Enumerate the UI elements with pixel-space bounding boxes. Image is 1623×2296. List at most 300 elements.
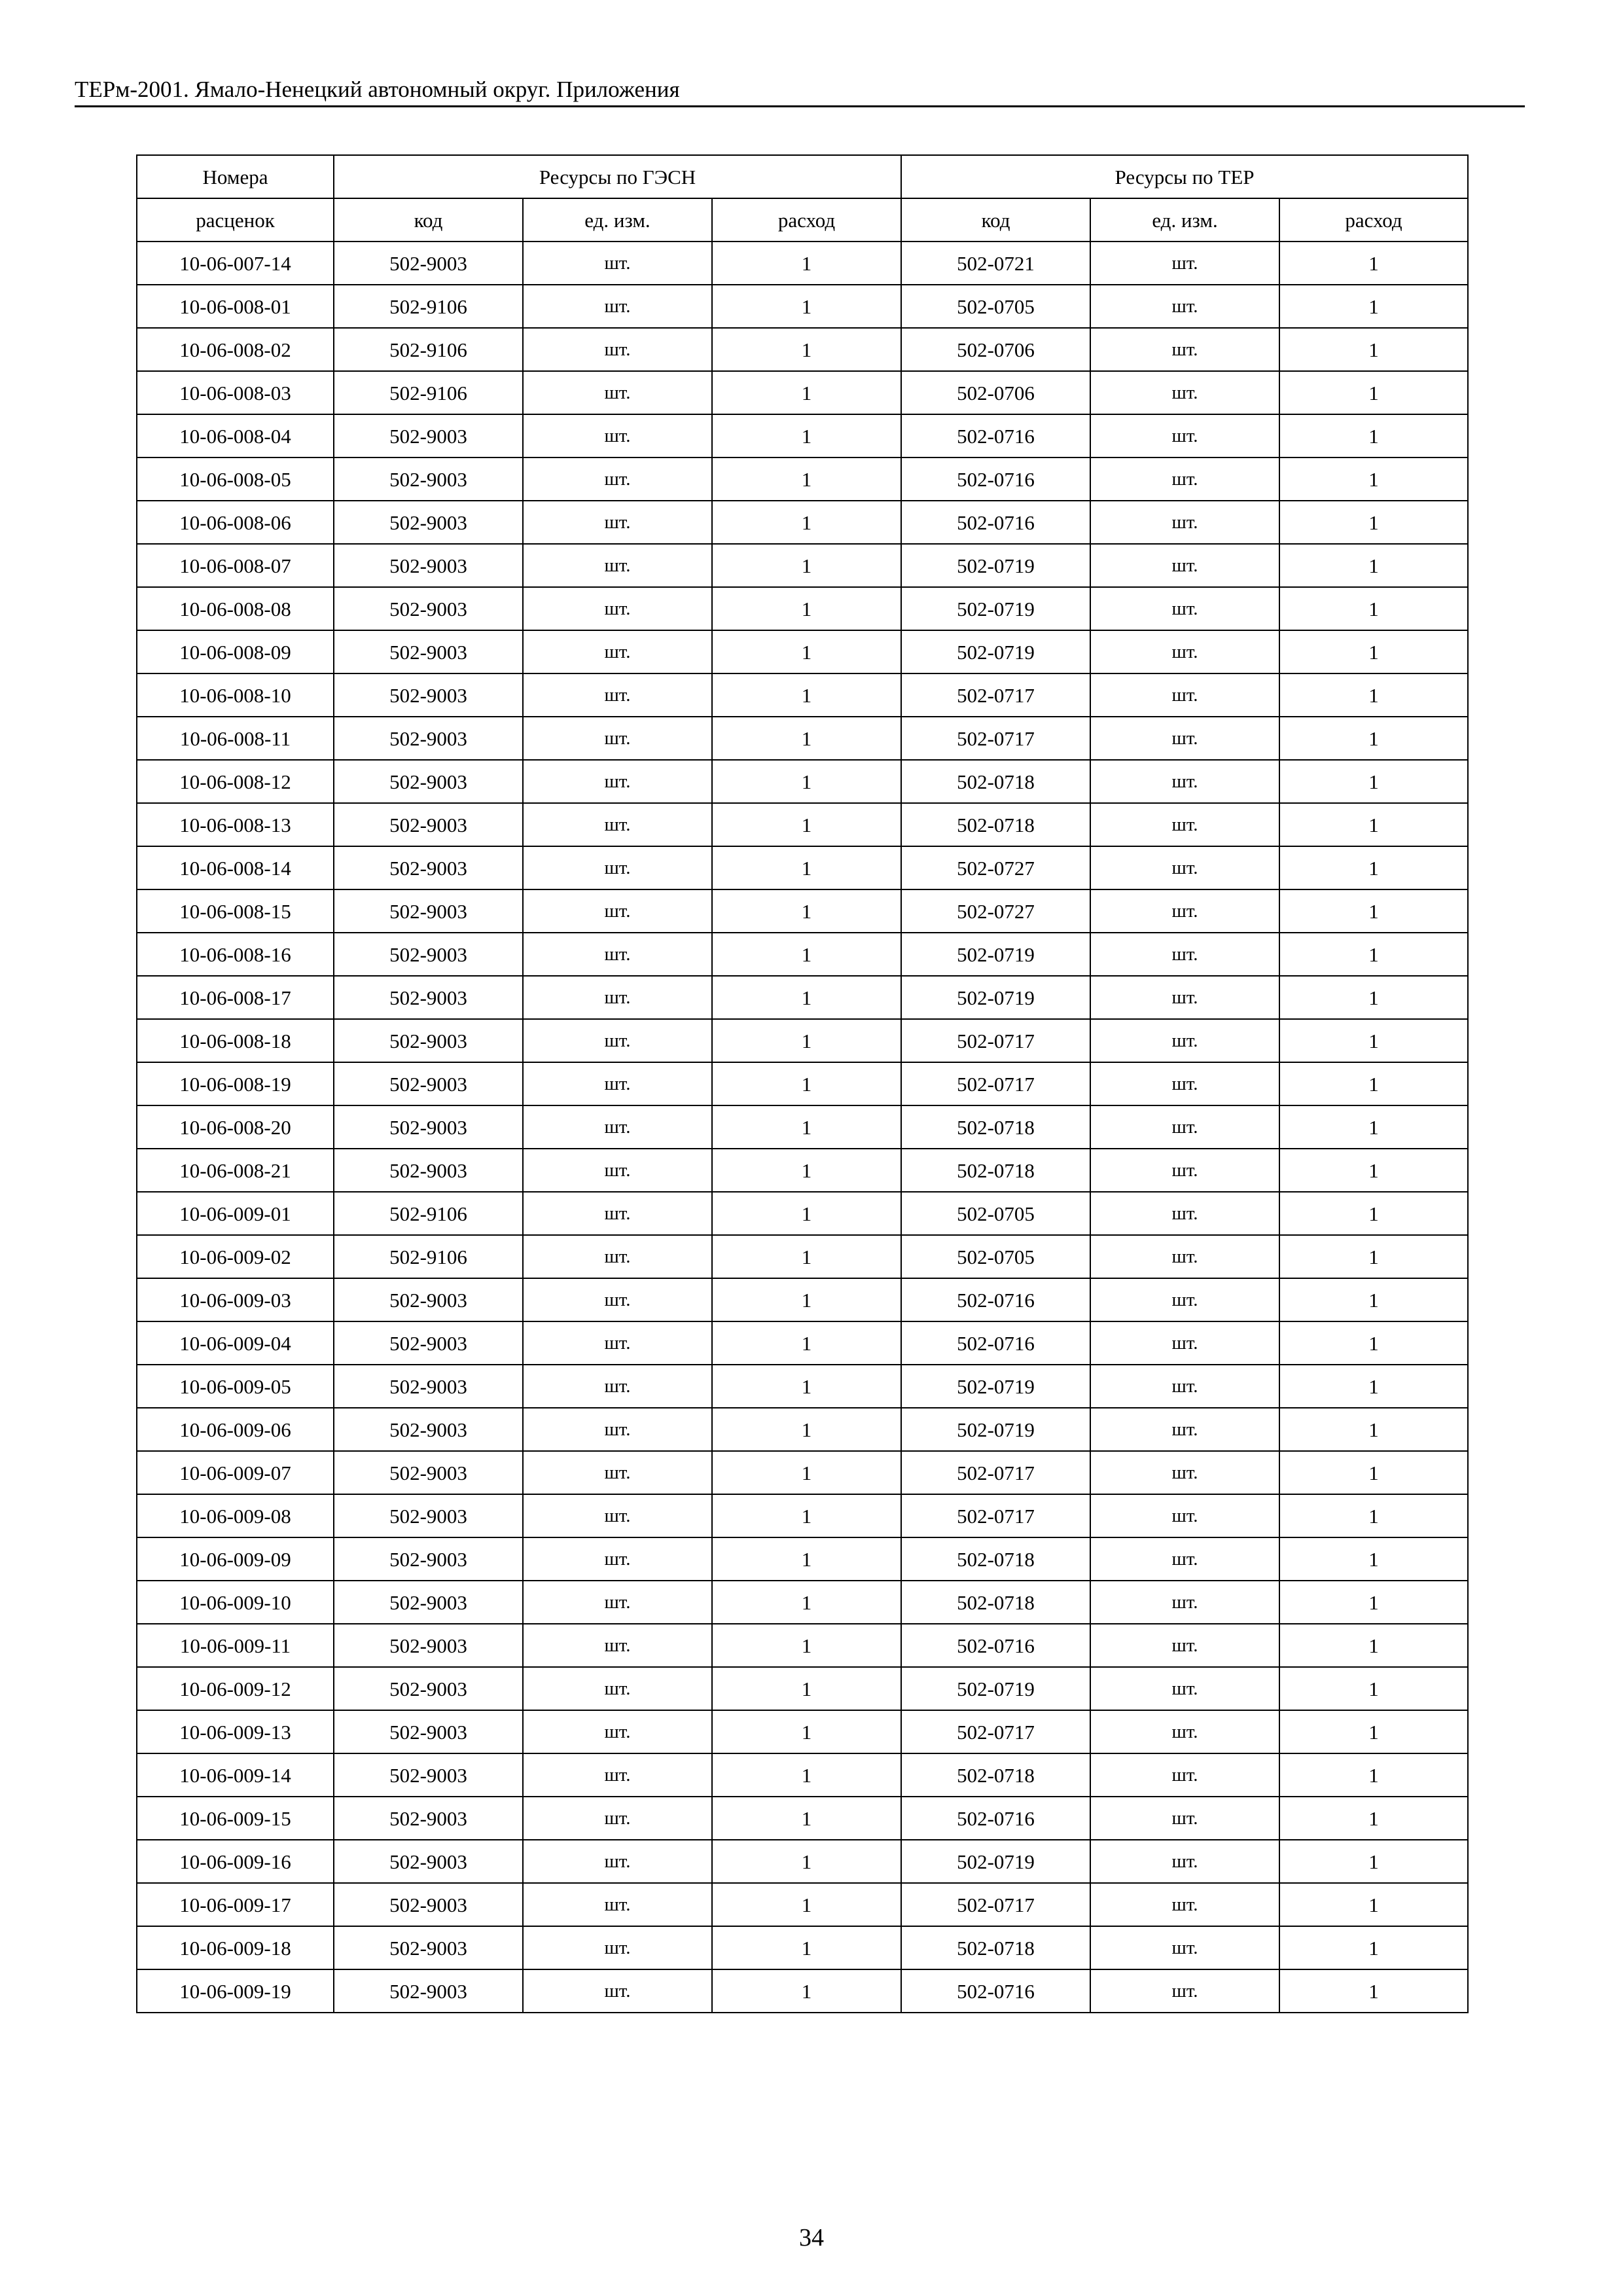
rate-number-cell: 10-06-009-05	[137, 1365, 334, 1408]
gesn-usage-cell: 1	[712, 803, 901, 846]
ter-usage-cell: 1	[1279, 933, 1468, 976]
gesn-code-cell: 502-9003	[334, 846, 523, 889]
rate-number-cell: 10-06-008-19	[137, 1062, 334, 1105]
ter-usage-cell: 1	[1279, 1321, 1468, 1365]
ter-usage-cell: 1	[1279, 1883, 1468, 1926]
ter-usage-cell: 1	[1279, 1840, 1468, 1883]
ter-code-cell: 502-0716	[901, 457, 1090, 501]
table-row	[137, 976, 1468, 1019]
rate-number-cell: 10-06-009-15	[137, 1797, 334, 1840]
rate-number-cell: 10-06-008-12	[137, 760, 334, 803]
ter-unit-cell: шт.	[1090, 1321, 1279, 1365]
gesn-usage-cell: 1	[712, 1537, 901, 1581]
gesn-code-cell: 502-9106	[334, 1235, 523, 1278]
ter-unit-cell: шт.	[1090, 1365, 1279, 1408]
gesn-usage-cell: 1	[712, 1710, 901, 1753]
table-row	[137, 717, 1468, 760]
gesn-code-cell: 502-9106	[334, 285, 523, 328]
gesn-usage-cell: 1	[712, 673, 901, 717]
gesn-code-cell: 502-9003	[334, 457, 523, 501]
ter-unit-cell: шт.	[1090, 630, 1279, 673]
header-ter-usage: расход	[1279, 198, 1468, 242]
ter-unit-cell: шт.	[1090, 889, 1279, 933]
rate-number-cell: 10-06-009-19	[137, 1969, 334, 2013]
gesn-unit-cell: шт.	[523, 1969, 712, 2013]
ter-unit-cell: шт.	[1090, 414, 1279, 457]
gesn-usage-cell: 1	[712, 1624, 901, 1667]
table-row	[137, 1278, 1468, 1321]
ter-code-cell: 502-0716	[901, 414, 1090, 457]
ter-usage-cell: 1	[1279, 1926, 1468, 1969]
rate-number-cell: 10-06-008-20	[137, 1105, 334, 1149]
rate-number-cell: 10-06-008-01	[137, 285, 334, 328]
gesn-usage-cell: 1	[712, 1451, 901, 1494]
gesn-code-cell: 502-9003	[334, 1926, 523, 1969]
gesn-code-cell: 502-9003	[334, 976, 523, 1019]
ter-usage-cell: 1	[1279, 1624, 1468, 1667]
ter-unit-cell: шт.	[1090, 1624, 1279, 1667]
ter-code-cell: 502-0718	[901, 803, 1090, 846]
ter-unit-cell: шт.	[1090, 1969, 1279, 2013]
ter-unit-cell: шт.	[1090, 501, 1279, 544]
gesn-usage-cell: 1	[712, 1408, 901, 1451]
gesn-unit-cell: шт.	[523, 328, 712, 371]
ter-unit-cell: шт.	[1090, 1408, 1279, 1451]
gesn-code-cell: 502-9003	[334, 1365, 523, 1408]
ter-unit-cell: шт.	[1090, 1235, 1279, 1278]
ter-unit-cell: шт.	[1090, 1019, 1279, 1062]
gesn-unit-cell: шт.	[523, 1494, 712, 1537]
gesn-usage-cell: 1	[712, 1494, 901, 1537]
gesn-code-cell: 502-9003	[334, 1019, 523, 1062]
rate-number-cell: 10-06-009-16	[137, 1840, 334, 1883]
gesn-code-cell: 502-9003	[334, 1451, 523, 1494]
ter-usage-cell: 1	[1279, 1753, 1468, 1797]
ter-usage-cell: 1	[1279, 1710, 1468, 1753]
gesn-usage-cell: 1	[712, 328, 901, 371]
ter-code-cell: 502-0716	[901, 1321, 1090, 1365]
ter-unit-cell: шт.	[1090, 1926, 1279, 1969]
gesn-usage-cell: 1	[712, 1969, 901, 2013]
table-row	[137, 673, 1468, 717]
ter-code-cell: 502-0717	[901, 1710, 1090, 1753]
gesn-unit-cell: шт.	[523, 1451, 712, 1494]
gesn-usage-cell: 1	[712, 1321, 901, 1365]
ter-usage-cell: 1	[1279, 544, 1468, 587]
rate-number-cell: 10-06-009-12	[137, 1667, 334, 1710]
table-header	[137, 155, 1468, 242]
ter-code-cell: 502-0717	[901, 673, 1090, 717]
ter-unit-cell: шт.	[1090, 1710, 1279, 1753]
ter-usage-cell: 1	[1279, 1278, 1468, 1321]
ter-code-cell: 502-0705	[901, 1235, 1090, 1278]
gesn-code-cell: 502-9003	[334, 242, 523, 285]
gesn-usage-cell: 1	[712, 1797, 901, 1840]
rate-number-cell: 10-06-008-09	[137, 630, 334, 673]
gesn-code-cell: 502-9003	[334, 1494, 523, 1537]
table-row	[137, 285, 1468, 328]
table-row	[137, 1667, 1468, 1710]
gesn-unit-cell: шт.	[523, 1624, 712, 1667]
ter-code-cell: 502-0718	[901, 1581, 1090, 1624]
ter-code-cell: 502-0717	[901, 1451, 1090, 1494]
table-row	[137, 1235, 1468, 1278]
gesn-unit-cell: шт.	[523, 933, 712, 976]
table-body	[137, 242, 1468, 2013]
gesn-usage-cell: 1	[712, 1235, 901, 1278]
table-row	[137, 760, 1468, 803]
header-gesn-unit: ед. изм.	[523, 198, 712, 242]
gesn-unit-cell: шт.	[523, 1192, 712, 1235]
table-row	[137, 1365, 1468, 1408]
rate-number-cell: 10-06-008-08	[137, 587, 334, 630]
table-row	[137, 587, 1468, 630]
ter-code-cell: 502-0721	[901, 242, 1090, 285]
ter-unit-cell: шт.	[1090, 457, 1279, 501]
gesn-unit-cell: шт.	[523, 1278, 712, 1321]
header-ter-resources: Ресурсы по ТЕР	[901, 155, 1468, 198]
gesn-usage-cell: 1	[712, 933, 901, 976]
ter-usage-cell: 1	[1279, 1149, 1468, 1192]
gesn-code-cell: 502-9003	[334, 933, 523, 976]
rate-number-cell: 10-06-009-04	[137, 1321, 334, 1365]
gesn-unit-cell: шт.	[523, 1581, 712, 1624]
gesn-usage-cell: 1	[712, 976, 901, 1019]
ter-usage-cell: 1	[1279, 501, 1468, 544]
gesn-code-cell: 502-9003	[334, 673, 523, 717]
rate-number-cell: 10-06-009-10	[137, 1581, 334, 1624]
gesn-usage-cell: 1	[712, 1883, 901, 1926]
ter-usage-cell: 1	[1279, 846, 1468, 889]
ter-usage-cell: 1	[1279, 457, 1468, 501]
gesn-usage-cell: 1	[712, 1581, 901, 1624]
rate-number-cell: 10-06-008-16	[137, 933, 334, 976]
ter-code-cell: 502-0719	[901, 1365, 1090, 1408]
gesn-code-cell: 502-9003	[334, 1840, 523, 1883]
gesn-unit-cell: шт.	[523, 1710, 712, 1753]
gesn-code-cell: 502-9003	[334, 1753, 523, 1797]
gesn-usage-cell: 1	[712, 1019, 901, 1062]
rate-number-cell: 10-06-009-01	[137, 1192, 334, 1235]
gesn-code-cell: 502-9003	[334, 1883, 523, 1926]
gesn-unit-cell: шт.	[523, 889, 712, 933]
gesn-usage-cell: 1	[712, 242, 901, 285]
ter-usage-cell: 1	[1279, 630, 1468, 673]
gesn-code-cell: 502-9003	[334, 501, 523, 544]
table-row	[137, 242, 1468, 285]
table-row	[137, 1753, 1468, 1797]
table-row	[137, 1840, 1468, 1883]
rate-number-cell: 10-06-009-03	[137, 1278, 334, 1321]
gesn-unit-cell: шт.	[523, 1797, 712, 1840]
ter-code-cell: 502-0718	[901, 1753, 1090, 1797]
ter-unit-cell: шт.	[1090, 1537, 1279, 1581]
ter-unit-cell: шт.	[1090, 803, 1279, 846]
table-row	[137, 1062, 1468, 1105]
table-row	[137, 1149, 1468, 1192]
gesn-unit-cell: шт.	[523, 1365, 712, 1408]
ter-usage-cell: 1	[1279, 587, 1468, 630]
ter-code-cell: 502-0718	[901, 1105, 1090, 1149]
table-row	[137, 889, 1468, 933]
ter-code-cell: 502-0705	[901, 1192, 1090, 1235]
header-gesn-resources: Ресурсы по ГЭСН	[334, 155, 901, 198]
rate-number-cell: 10-06-009-18	[137, 1926, 334, 1969]
rate-number-cell: 10-06-008-18	[137, 1019, 334, 1062]
ter-usage-cell: 1	[1279, 673, 1468, 717]
gesn-usage-cell: 1	[712, 1926, 901, 1969]
gesn-unit-cell: шт.	[523, 1105, 712, 1149]
rate-number-cell: 10-06-007-14	[137, 242, 334, 285]
header-ter-unit: ед. изм.	[1090, 198, 1279, 242]
gesn-usage-cell: 1	[712, 1365, 901, 1408]
gesn-code-cell: 502-9106	[334, 371, 523, 414]
ter-code-cell: 502-0719	[901, 933, 1090, 976]
ter-unit-cell: шт.	[1090, 1494, 1279, 1537]
gesn-code-cell: 502-9003	[334, 1797, 523, 1840]
gesn-code-cell: 502-9003	[334, 1969, 523, 2013]
table-row	[137, 846, 1468, 889]
ter-usage-cell: 1	[1279, 1581, 1468, 1624]
gesn-code-cell: 502-9003	[334, 1667, 523, 1710]
ter-unit-cell: шт.	[1090, 544, 1279, 587]
table-row	[137, 1710, 1468, 1753]
gesn-unit-cell: шт.	[523, 1537, 712, 1581]
gesn-code-cell: 502-9003	[334, 889, 523, 933]
ter-usage-cell: 1	[1279, 1494, 1468, 1537]
ter-code-cell: 502-0727	[901, 846, 1090, 889]
gesn-usage-cell: 1	[712, 1192, 901, 1235]
table-row	[137, 1408, 1468, 1451]
table-row	[137, 1797, 1468, 1840]
resources-table	[136, 154, 1469, 2013]
gesn-unit-cell: шт.	[523, 1408, 712, 1451]
ter-code-cell: 502-0719	[901, 1840, 1090, 1883]
ter-usage-cell: 1	[1279, 976, 1468, 1019]
ter-code-cell: 502-0719	[901, 1408, 1090, 1451]
gesn-unit-cell: шт.	[523, 760, 712, 803]
table-row	[137, 630, 1468, 673]
gesn-unit-cell: шт.	[523, 1926, 712, 1969]
page-header	[75, 73, 1525, 107]
ter-unit-cell: шт.	[1090, 846, 1279, 889]
ter-unit-cell: шт.	[1090, 1062, 1279, 1105]
rate-number-cell: 10-06-008-14	[137, 846, 334, 889]
ter-unit-cell: шт.	[1090, 1278, 1279, 1321]
ter-code-cell: 502-0716	[901, 501, 1090, 544]
ter-unit-cell: шт.	[1090, 1667, 1279, 1710]
gesn-unit-cell: шт.	[523, 1883, 712, 1926]
ter-usage-cell: 1	[1279, 1667, 1468, 1710]
table-row	[137, 414, 1468, 457]
gesn-code-cell: 502-9003	[334, 587, 523, 630]
gesn-code-cell: 502-9106	[334, 328, 523, 371]
rate-number-cell: 10-06-008-03	[137, 371, 334, 414]
gesn-usage-cell: 1	[712, 1840, 901, 1883]
ter-usage-cell: 1	[1279, 1537, 1468, 1581]
ter-code-cell: 502-0719	[901, 630, 1090, 673]
gesn-unit-cell: шт.	[523, 1062, 712, 1105]
ter-usage-cell: 1	[1279, 285, 1468, 328]
ter-code-cell: 502-0716	[901, 1969, 1090, 2013]
ter-code-cell: 502-0719	[901, 587, 1090, 630]
ter-code-cell: 502-0717	[901, 1494, 1090, 1537]
gesn-code-cell: 502-9106	[334, 1192, 523, 1235]
gesn-usage-cell: 1	[712, 630, 901, 673]
ter-code-cell: 502-0717	[901, 1062, 1090, 1105]
table-row	[137, 1883, 1468, 1926]
gesn-code-cell: 502-9003	[334, 1624, 523, 1667]
ter-code-cell: 502-0717	[901, 1883, 1090, 1926]
gesn-usage-cell: 1	[712, 285, 901, 328]
ter-usage-cell: 1	[1279, 717, 1468, 760]
ter-unit-cell: шт.	[1090, 673, 1279, 717]
gesn-usage-cell: 1	[712, 1149, 901, 1192]
rate-number-cell: 10-06-008-05	[137, 457, 334, 501]
gesn-usage-cell: 1	[712, 414, 901, 457]
gesn-code-cell: 502-9003	[334, 1062, 523, 1105]
ter-usage-cell: 1	[1279, 1235, 1468, 1278]
gesn-code-cell: 502-9003	[334, 717, 523, 760]
ter-code-cell: 502-0718	[901, 1537, 1090, 1581]
header-rates-top: Номера	[137, 155, 334, 198]
rate-number-cell: 10-06-009-06	[137, 1408, 334, 1451]
ter-unit-cell: шт.	[1090, 587, 1279, 630]
ter-unit-cell: шт.	[1090, 976, 1279, 1019]
gesn-usage-cell: 1	[712, 371, 901, 414]
gesn-usage-cell: 1	[712, 1105, 901, 1149]
rate-number-cell: 10-06-008-02	[137, 328, 334, 371]
rate-number-cell: 10-06-009-09	[137, 1537, 334, 1581]
ter-unit-cell: шт.	[1090, 1451, 1279, 1494]
gesn-unit-cell: шт.	[523, 717, 712, 760]
ter-code-cell: 502-0717	[901, 1019, 1090, 1062]
ter-unit-cell: шт.	[1090, 1581, 1279, 1624]
header-rates-bottom: расценок	[137, 198, 334, 242]
ter-unit-cell: шт.	[1090, 760, 1279, 803]
gesn-usage-cell: 1	[712, 1753, 901, 1797]
table-row	[137, 803, 1468, 846]
ter-usage-cell: 1	[1279, 1365, 1468, 1408]
ter-unit-cell: шт.	[1090, 1105, 1279, 1149]
rate-number-cell: 10-06-009-08	[137, 1494, 334, 1537]
ter-usage-cell: 1	[1279, 803, 1468, 846]
ter-code-cell: 502-0718	[901, 1926, 1090, 1969]
gesn-usage-cell: 1	[712, 1667, 901, 1710]
rate-number-cell: 10-06-008-07	[137, 544, 334, 587]
rate-number-cell: 10-06-009-14	[137, 1753, 334, 1797]
header-ter-code: код	[901, 198, 1090, 242]
gesn-code-cell: 502-9003	[334, 630, 523, 673]
ter-usage-cell: 1	[1279, 1969, 1468, 2013]
gesn-unit-cell: шт.	[523, 976, 712, 1019]
rate-number-cell: 10-06-009-07	[137, 1451, 334, 1494]
gesn-unit-cell: шт.	[523, 1753, 712, 1797]
gesn-unit-cell: шт.	[523, 803, 712, 846]
ter-usage-cell: 1	[1279, 1019, 1468, 1062]
gesn-code-cell: 502-9003	[334, 803, 523, 846]
gesn-code-cell: 502-9003	[334, 1149, 523, 1192]
gesn-unit-cell: шт.	[523, 630, 712, 673]
gesn-usage-cell: 1	[712, 1278, 901, 1321]
rate-number-cell: 10-06-008-17	[137, 976, 334, 1019]
gesn-unit-cell: шт.	[523, 1840, 712, 1883]
table-row	[137, 1926, 1468, 1969]
gesn-usage-cell: 1	[712, 717, 901, 760]
ter-unit-cell: шт.	[1090, 1797, 1279, 1840]
ter-unit-cell: шт.	[1090, 1753, 1279, 1797]
gesn-usage-cell: 1	[712, 501, 901, 544]
rate-number-cell: 10-06-008-10	[137, 673, 334, 717]
gesn-usage-cell: 1	[712, 1062, 901, 1105]
gesn-unit-cell: шт.	[523, 673, 712, 717]
table-row	[137, 1019, 1468, 1062]
ter-unit-cell: шт.	[1090, 1149, 1279, 1192]
ter-code-cell: 502-0727	[901, 889, 1090, 933]
table-row	[137, 457, 1468, 501]
table-row	[137, 1192, 1468, 1235]
table-row	[137, 544, 1468, 587]
gesn-unit-cell: шт.	[523, 587, 712, 630]
ter-unit-cell: шт.	[1090, 1840, 1279, 1883]
ter-unit-cell: шт.	[1090, 328, 1279, 371]
rate-number-cell: 10-06-008-11	[137, 717, 334, 760]
ter-code-cell: 502-0705	[901, 285, 1090, 328]
rate-number-cell: 10-06-009-17	[137, 1883, 334, 1926]
table-row	[137, 1537, 1468, 1581]
ter-code-cell: 502-0706	[901, 328, 1090, 371]
gesn-code-cell: 502-9003	[334, 1105, 523, 1149]
gesn-code-cell: 502-9003	[334, 544, 523, 587]
ter-usage-cell: 1	[1279, 760, 1468, 803]
table-row	[137, 1451, 1468, 1494]
ter-code-cell: 502-0716	[901, 1278, 1090, 1321]
rate-number-cell: 10-06-008-15	[137, 889, 334, 933]
gesn-unit-cell: шт.	[523, 846, 712, 889]
gesn-unit-cell: шт.	[523, 1149, 712, 1192]
ter-code-cell: 502-0716	[901, 1797, 1090, 1840]
rate-number-cell: 10-06-008-21	[137, 1149, 334, 1192]
gesn-unit-cell: шт.	[523, 242, 712, 285]
ter-code-cell: 502-0718	[901, 760, 1090, 803]
ter-usage-cell: 1	[1279, 1408, 1468, 1451]
ter-code-cell: 502-0706	[901, 371, 1090, 414]
gesn-code-cell: 502-9003	[334, 760, 523, 803]
ter-unit-cell: шт.	[1090, 285, 1279, 328]
ter-code-cell: 502-0719	[901, 1667, 1090, 1710]
page-number: 34	[799, 2224, 824, 2251]
ter-unit-cell: шт.	[1090, 717, 1279, 760]
table-row	[137, 501, 1468, 544]
table-row	[137, 1105, 1468, 1149]
gesn-unit-cell: шт.	[523, 1235, 712, 1278]
ter-usage-cell: 1	[1279, 371, 1468, 414]
gesn-usage-cell: 1	[712, 587, 901, 630]
ter-usage-cell: 1	[1279, 1062, 1468, 1105]
gesn-code-cell: 502-9003	[334, 1537, 523, 1581]
ter-unit-cell: шт.	[1090, 1192, 1279, 1235]
ter-usage-cell: 1	[1279, 242, 1468, 285]
page-title: ТЕРм-2001. Ямало-Ненецкий автономный округ. Приложения	[75, 77, 680, 102]
ter-unit-cell: шт.	[1090, 1883, 1279, 1926]
gesn-code-cell: 502-9003	[334, 1710, 523, 1753]
gesn-usage-cell: 1	[712, 544, 901, 587]
ter-usage-cell: 1	[1279, 1105, 1468, 1149]
gesn-code-cell: 502-9003	[334, 1278, 523, 1321]
table-row	[137, 933, 1468, 976]
gesn-code-cell: 502-9003	[334, 414, 523, 457]
ter-code-cell: 502-0717	[901, 717, 1090, 760]
